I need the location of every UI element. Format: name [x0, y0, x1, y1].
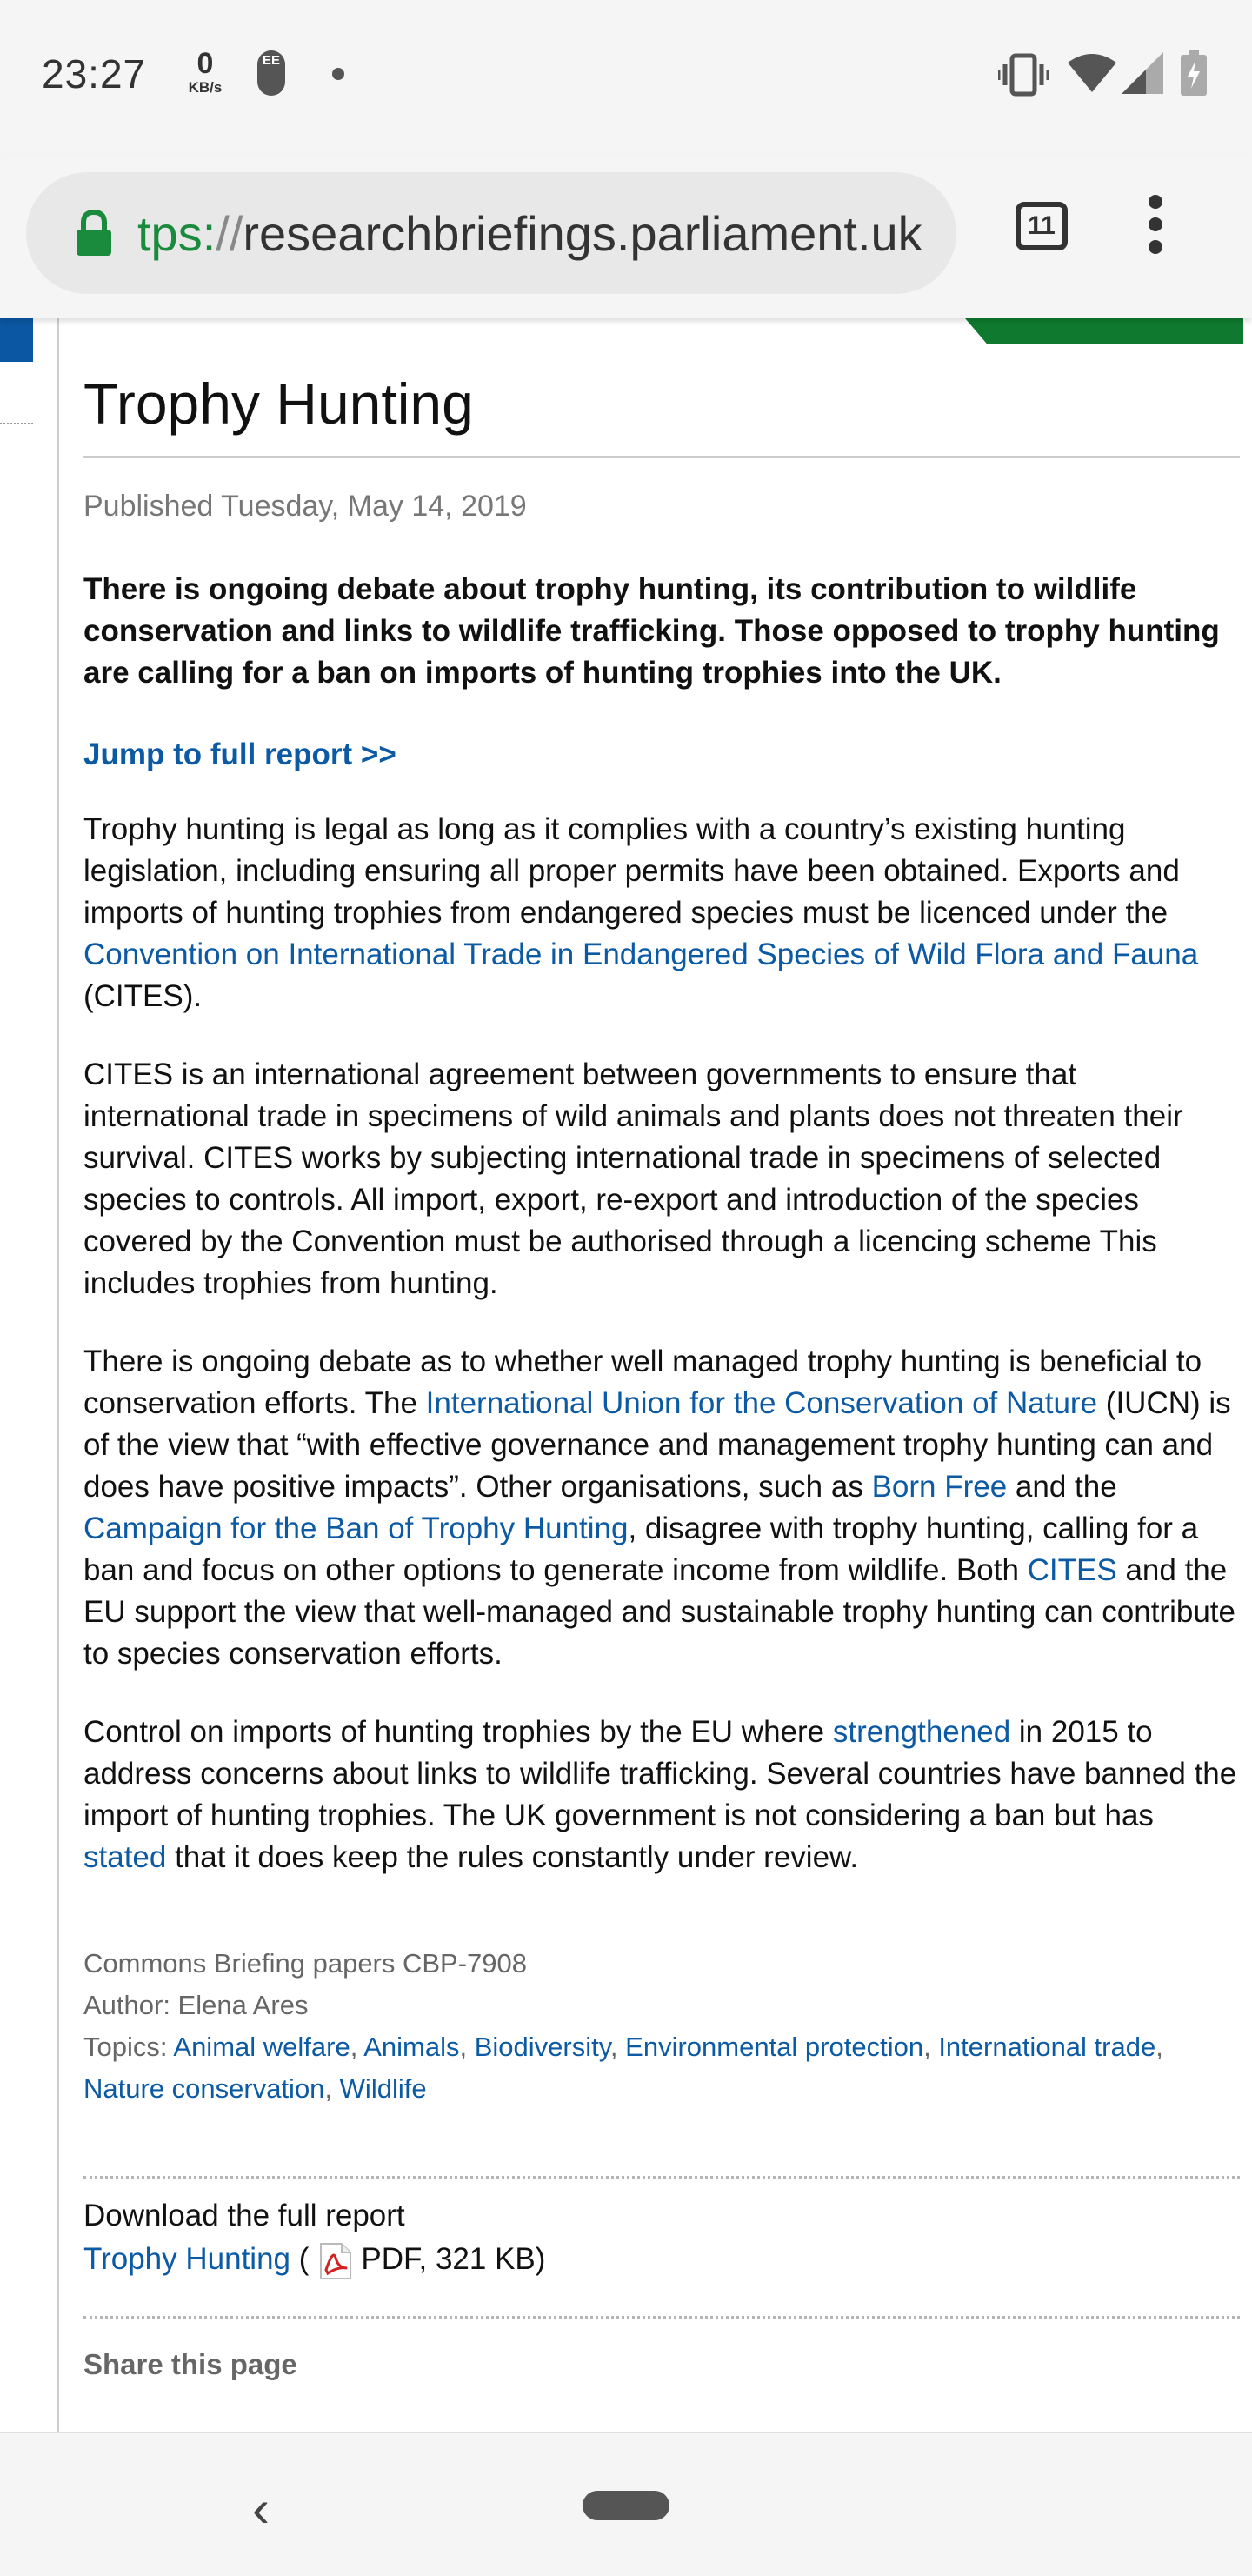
- topic-separator: ,: [324, 2073, 340, 2104]
- battery-charging-icon: [1181, 50, 1207, 96]
- paragraph-text: , disagree with trophy hunting, calling for a ban and focus on other options to generate income from wildlife. Both: [83, 1512, 1199, 1587]
- system-navigation-bar: [0, 2432, 1252, 2576]
- born-free-link[interactable]: Born Free: [871, 1470, 1008, 1504]
- topic-separator: ,: [609, 2032, 626, 2062]
- stated-link[interactable]: stated: [83, 1840, 167, 1874]
- lead-summary: There is ongoing debate about trophy hunting, its contribution to wildlife conservation and links to wildlife trafficking. Those opposed to trophy hunting are calling for a ban on imports of hunting trophies into the UK.: [83, 572, 1220, 690]
- article-content: [83, 318, 1240, 2381]
- overflow-menu-icon[interactable]: [1146, 195, 1165, 268]
- paragraph-text: Trophy hunting is legal as long as it complies with a country’s existing hunting legislation, including ensuring all proper permits have been obtained. Exports and imports of hunting trophies from endangered species must be licenced under the: [83, 812, 1180, 930]
- topic-link[interactable]: Wildlife: [339, 2073, 427, 2104]
- topic-separator: ,: [1155, 2032, 1163, 2062]
- address-bar[interactable]: [26, 172, 956, 294]
- paragraph-text: that it does keep the rules constantly under review.: [166, 1840, 859, 1874]
- topic-separator: ,: [459, 2032, 475, 2062]
- sidebar-active-marker[interactable]: [0, 318, 33, 362]
- download-item: [83, 2238, 1240, 2281]
- download-heading: Download the full report: [83, 2199, 405, 2232]
- campaign-ban-link[interactable]: Campaign for the Ban of Trophy Hunting: [83, 1512, 629, 1545]
- clock: 23:27: [42, 51, 147, 97]
- content-left-rule: [57, 318, 59, 2432]
- net-speed-unit: KB/s: [188, 79, 223, 96]
- topics-label: Topics:: [83, 2032, 174, 2062]
- paragraph-text: and the: [1007, 1470, 1117, 1504]
- status-bar: [0, 0, 1252, 153]
- topic-link[interactable]: Animal welfare: [173, 2032, 350, 2062]
- jump-link[interactable]: Jump to full report >>: [83, 737, 396, 771]
- strengthened-link[interactable]: strengthened: [832, 1715, 1011, 1749]
- paragraph-text: There is ongoing debate as to whether well managed trophy hunting is beneficial to conservation efforts. The: [83, 1345, 1202, 1420]
- report-download-link[interactable]: Trophy Hunting: [83, 2242, 290, 2276]
- paragraph-text: Control on imports of hunting trophies by the EU where: [83, 1715, 833, 1749]
- net-speed-indicator: [181, 49, 230, 95]
- page-title: Trophy Hunting: [83, 370, 1240, 458]
- carrier-badge: EE: [257, 50, 285, 96]
- back-chevron-icon[interactable]: ‹: [252, 2479, 270, 2538]
- topics-list: [83, 2026, 1240, 2110]
- paragraph-text: (IUCN) is of the view that “with effective governance and management trophy hunting can and does have positive impacts”. Other organisations, such as: [83, 1386, 1231, 1504]
- topic-link[interactable]: Environmental protection: [625, 2032, 924, 2062]
- cites-convention-link[interactable]: Convention on International Trade in Endangered Species of Wild Flora and Fauna: [83, 938, 1199, 971]
- paper-number: Commons Briefing papers CBP-7908: [83, 1948, 528, 1979]
- download-file-info: PDF, 321 KB): [361, 2242, 546, 2276]
- url-scheme: tps:: [137, 206, 216, 261]
- url-separator: //: [216, 206, 243, 261]
- topic-link[interactable]: Nature conservation: [83, 2073, 325, 2104]
- published-date: Published Tuesday, May 14, 2019: [83, 490, 527, 523]
- paragraph-1: [83, 809, 1240, 1018]
- topic-separator: ,: [350, 2032, 364, 2062]
- left-sidebar-edge: [0, 318, 35, 2432]
- paragraph-4: [83, 1712, 1240, 1879]
- author: Author: Elena Ares: [83, 1990, 309, 2020]
- briefing-metadata: [83, 1943, 1240, 2110]
- download-section: [83, 2176, 1240, 2281]
- share-heading: Share this page: [83, 2316, 1240, 2381]
- paren: (: [298, 2242, 310, 2276]
- net-speed-value: 0: [196, 47, 214, 80]
- paragraph-text: (CITES).: [83, 979, 203, 1013]
- paragraph-3: [83, 1341, 1240, 1675]
- notification-dot-icon: [332, 68, 344, 80]
- vibrate-icon: [998, 52, 1049, 97]
- signal-icon: [1122, 52, 1165, 94]
- tab-switcher-button[interactable]: 11: [1016, 202, 1068, 250]
- sidebar-divider: [0, 423, 33, 424]
- topic-link[interactable]: International trade: [938, 2032, 1156, 2062]
- browser-toolbar: [0, 153, 1252, 318]
- topic-separator: ,: [923, 2032, 939, 2062]
- wifi-icon: [1068, 52, 1116, 94]
- home-pill-button[interactable]: [583, 2491, 669, 2520]
- iucn-link[interactable]: International Union for the Conservation of Nature: [425, 1386, 1098, 1420]
- paragraph-text: and the EU support the view that well-managed and sustainable trophy hunting can contribute to species conservation efforts.: [83, 1553, 1235, 1671]
- lock-icon: [75, 210, 113, 256]
- topic-link[interactable]: Animals: [363, 2032, 460, 2062]
- jump-to-full-report-link[interactable]: [83, 737, 1240, 772]
- url-text[interactable]: [137, 205, 922, 262]
- pdf-file-icon: [316, 2242, 354, 2280]
- url-host: researchbriefings.parliament.uk: [243, 206, 922, 261]
- paragraph-2: CITES is an international agreement between governments to ensure that international trade in specimens of wild animals and plants does not threaten their survival. CITES works by subjecting international trade in specimens of selected species to controls. All import, export, re-export and introduction of the species covered by the Convention must be authorised through a licencing scheme This includes trophies from hunting.: [83, 1058, 1183, 1300]
- paragraph-text: in 2015 to address concerns about links to wildlife trafficking. Several countries have banned the import of hunting trophies. The UK government is not considering a ban but has: [83, 1715, 1237, 1832]
- cites-link[interactable]: CITES: [1027, 1553, 1117, 1587]
- topic-link[interactable]: Biodiversity: [474, 2032, 610, 2062]
